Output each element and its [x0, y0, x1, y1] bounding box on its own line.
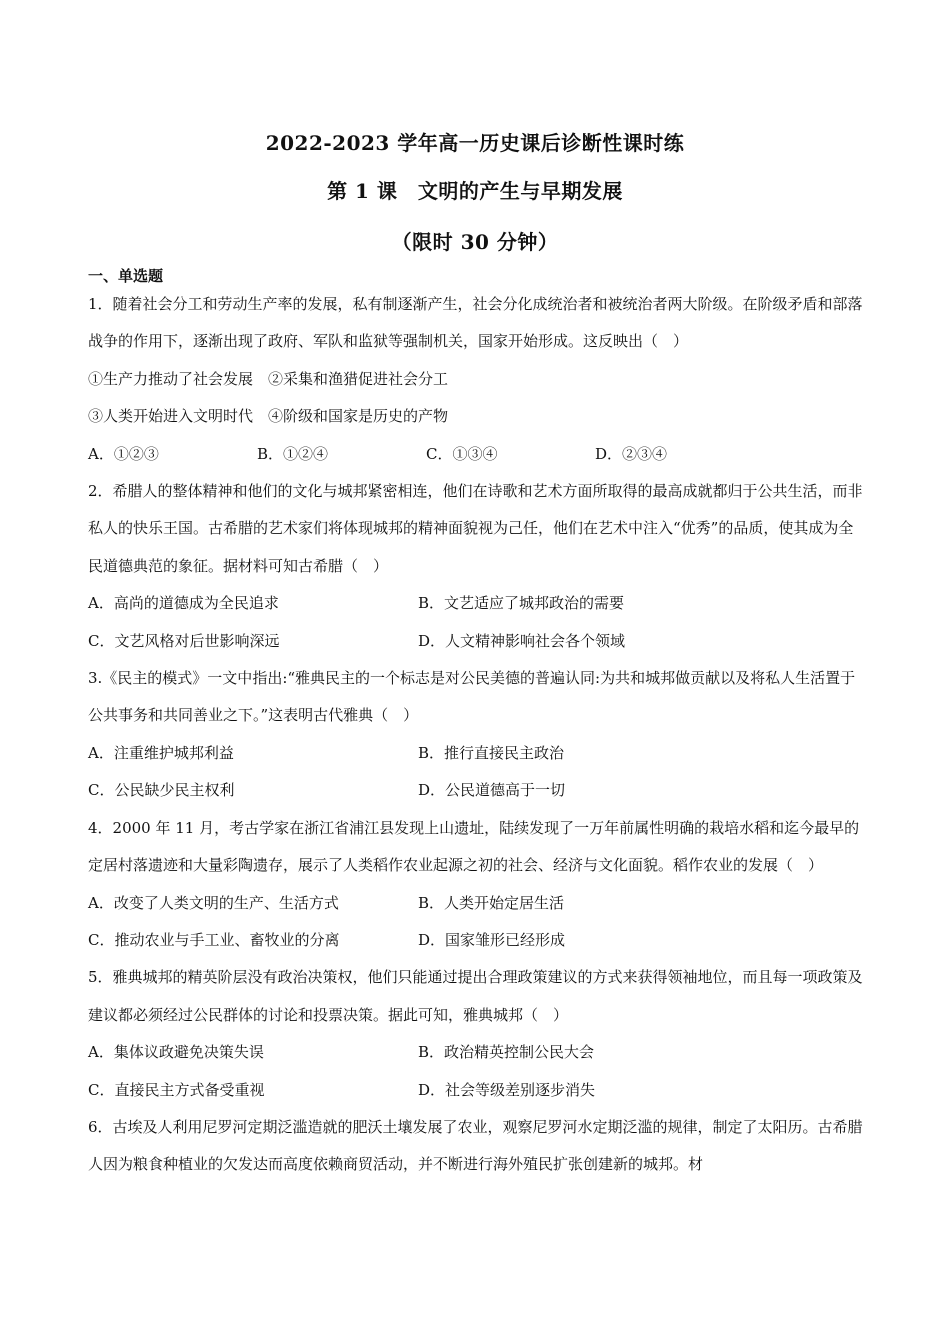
option-d[interactable]: D．人文精神影响社会各个领域 — [418, 631, 626, 650]
lesson-title: 第 1 课 文明的产生与早期发展 — [327, 179, 623, 203]
question-6-stem: 6．古埃及人利用尼罗河定期泛滥造就的肥沃土壤发展了农业，观察尼罗河水定期泛滥的规律，制定了太阳历。古希腊人因为粮食种植业的欠发达而高度依赖商贸活动，并不断进行海外殖民扩张创建新的城邦。材 — [88, 1117, 863, 1174]
option-c[interactable]: C．公民缺少民主权利 — [88, 781, 235, 800]
option-c[interactable]: C．推动农业与手工业、畜牧业的分离 — [88, 930, 340, 949]
option-d[interactable]: D．②③④ — [595, 444, 668, 463]
question-1-stem: 1．随着社会分工和劳动生产率的发展，私有制逐渐产生，社会分化成统治者和被统治者两大阶级。在阶级矛盾和部落战争的作用下，逐渐出现了政府、军队和监狱等强制机关，国家开始形成。这反映出（ ） — [88, 295, 863, 351]
option-b[interactable]: B．政治精英控制公民大会 — [418, 1043, 595, 1062]
question-2-stem: 2．希腊人的整体精神和他们的文化与城邦紧密相连，他们在诗歌和艺术方面所取得的最高成就都归于公共生活，而非私人的快乐王国。古希腊的艺术家们将体现城邦的精神面貌视为己任，他们在艺术中注入“优秀”的品质，使其成为全民道德典范的象征。据材料可知古希腊（ ） — [88, 482, 863, 575]
option-b[interactable]: B．①②④ — [257, 444, 329, 463]
question-2-options — [88, 623, 866, 660]
option-b[interactable]: B．推行直接民主政治 — [418, 743, 565, 762]
question-3-options — [88, 772, 866, 809]
question-1-statement-line: ③人类开始进入文明时代 ④阶级和国家是历史的产物 — [88, 407, 449, 426]
question-5-options — [88, 1072, 866, 1109]
option-b[interactable]: B．人类开始定居生活 — [418, 893, 565, 912]
option-c[interactable]: C．①③④ — [426, 444, 498, 463]
option-a[interactable]: A．注重维护城邦利益 — [88, 743, 234, 762]
option-b[interactable]: B．文艺适应了城邦政治的需要 — [418, 594, 625, 613]
question-list — [88, 286, 866, 1184]
option-a[interactable]: A．改变了人类文明的生产、生活方式 — [88, 893, 339, 912]
option-d[interactable]: D．国家雏形已经形成 — [418, 930, 566, 949]
question-2-options — [88, 585, 866, 622]
question-4-options — [88, 922, 866, 959]
section-heading: 一、单选题 — [88, 267, 164, 285]
question-1-options — [88, 436, 866, 473]
option-a[interactable]: A．集体议政避免决策失误 — [88, 1043, 264, 1062]
question-4-options — [88, 885, 866, 922]
question-5-stem: 5．雅典城邦的精英阶层没有政治决策权，他们只能通过提出合理政策建议的方式来获得领袖地位，而且每一项政策及建议都必须经过公民群体的讨论和投票决策。据此可知，雅典城邦（ ） — [88, 968, 863, 1024]
question-5-options — [88, 1034, 866, 1071]
option-d[interactable]: D．公民道德高于一切 — [418, 781, 566, 800]
question-3-options — [88, 735, 866, 772]
question-3-stem: 3.《民主的模式》一文中指出:“雅典民主的一个标志是对公民美德的普遍认同:为共和城邦做贡献以及将私人生活置于公共事务和共同善业之下。”这表明古代雅典（ ） — [88, 669, 856, 725]
option-c[interactable]: C．文艺风格对后世影响深远 — [88, 631, 280, 650]
option-c[interactable]: C．直接民主方式备受重视 — [88, 1080, 265, 1099]
question-1-statement-line: ①生产力推动了社会发展 ②采集和渔猎促进社会分工 — [88, 369, 449, 388]
document-title: 2022-2023 学年高一历史课后诊断性课时练 — [265, 131, 685, 155]
question-4-stem: 4．2000 年 11 月，考古学家在浙江省浦江县发现上山遗址，陆续发现了一万年前属性明确的栽培水稻和迄今最早的定居村落遗迹和大量彩陶遗存，展示了人类稻作农业起源之初的社会、经济与文化面貌。稻作农业的发展（ ） — [88, 818, 860, 875]
option-a[interactable]: A．高尚的道德成为全民追求 — [88, 594, 279, 613]
option-d[interactable]: D．社会等级差别逐步消失 — [418, 1080, 596, 1099]
option-a[interactable]: A．①②③ — [88, 444, 159, 463]
time-limit: （限时 30 分钟） — [391, 230, 559, 254]
